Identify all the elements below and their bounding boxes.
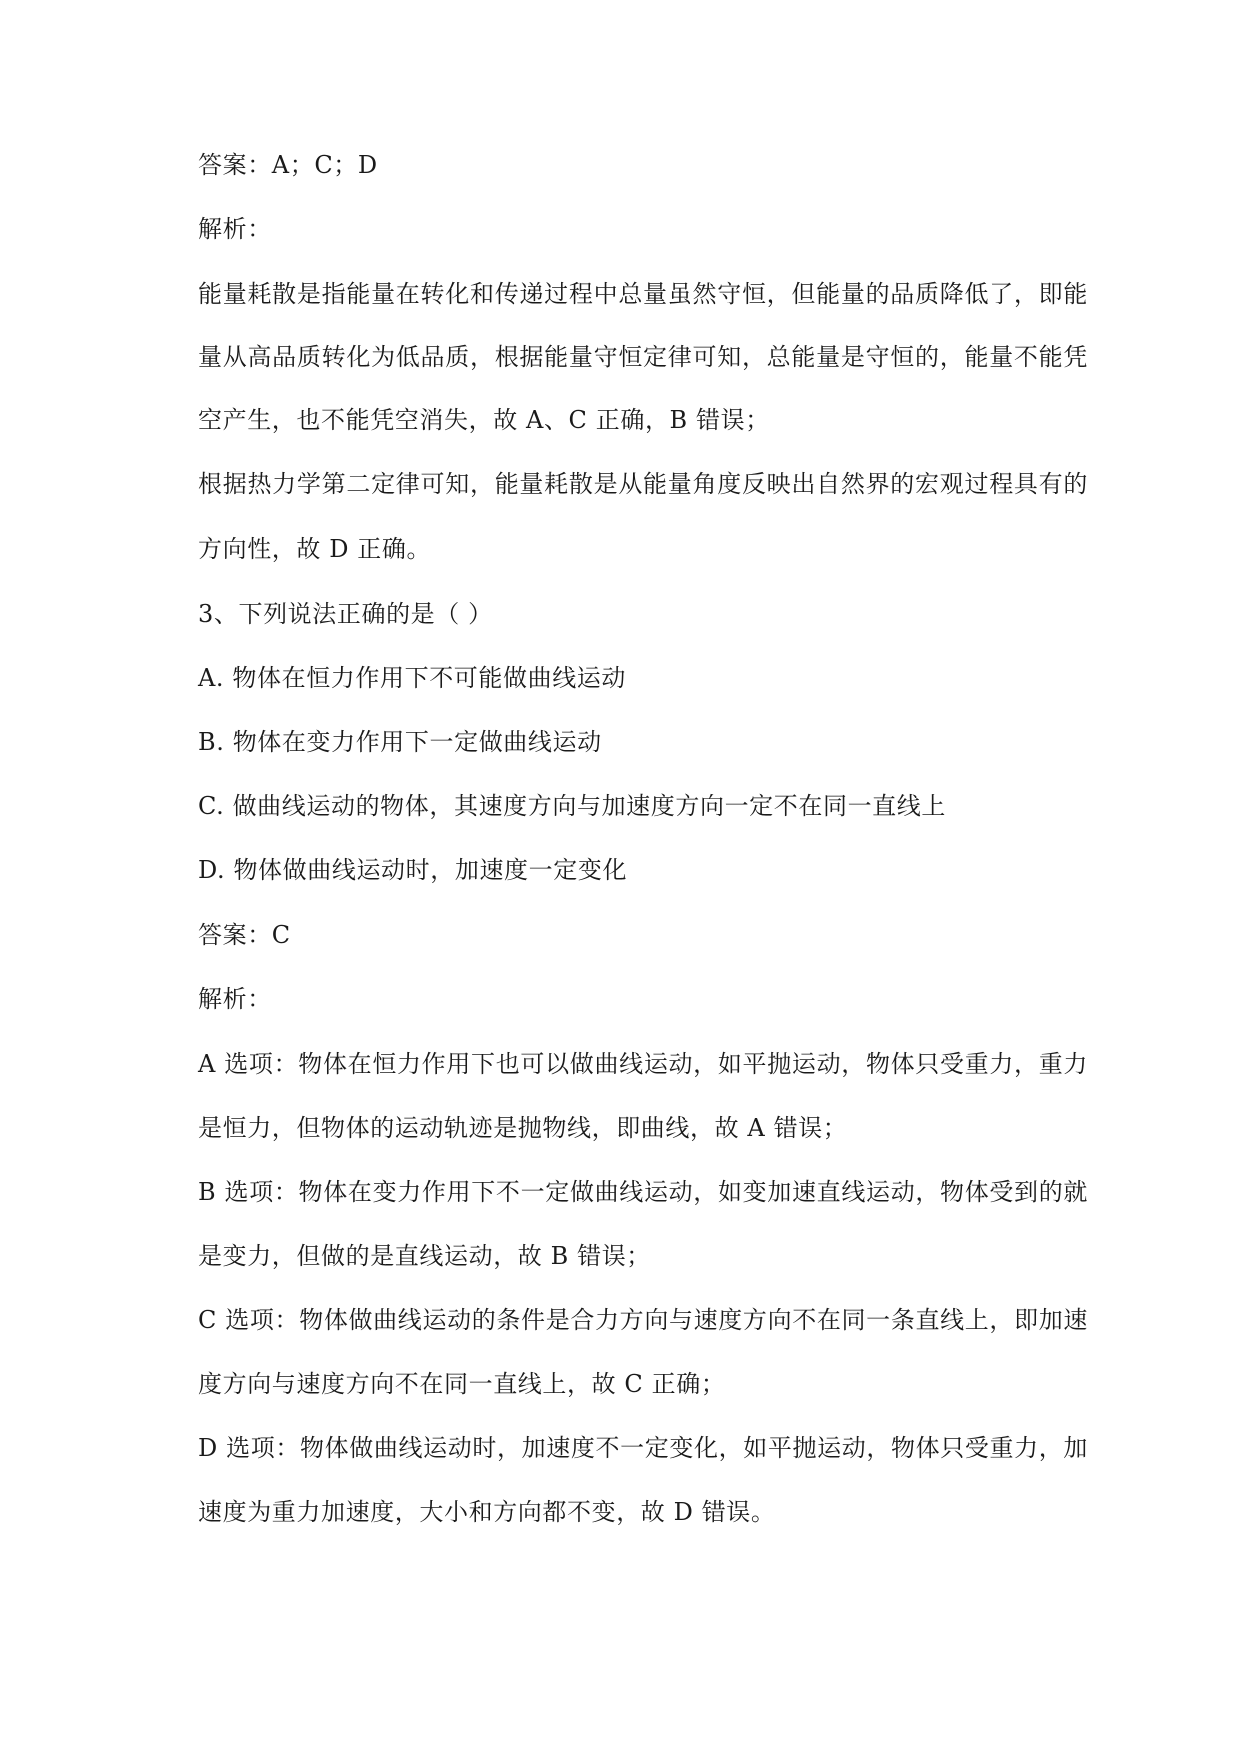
q3-analysis-label: 解析： [198,985,272,1013]
q2-analysis-line: 量从高品质转化为低品质，根据能量守恒定律可知，总能量是守恒的，能量不能凭 [198,343,1088,371]
q3-option-b: B. 物体在变力作用下一定做曲线运动 [198,728,602,756]
q3-analysis-line: 是变力，但做的是直线运动，故 B 错误； [198,1242,651,1270]
q2-analysis-line: 空产生，也不能凭空消失，故 A、C 正确，B 错误； [198,406,770,434]
q3-analysis-line: 是恒力，但物体的运动轨迹是抛物线，即曲线，故 A 错误； [198,1114,848,1142]
q2-analysis-line: 方向性，故 D 正确。 [198,535,432,563]
q2-analysis-line: 根据热力学第二定律可知，能量耗散是从能量角度反映出自然界的宏观过程具有的 [198,470,1088,498]
q3-option-d: D. 物体做曲线运动时，加速度一定变化 [198,856,628,884]
q3-analysis-line: D 选项：物体做曲线运动时，加速度不一定变化，如平抛运动，物体只受重力，加 [198,1434,1088,1462]
q3-analysis-line: A 选项：物体在恒力作用下也可以做曲线运动，如平抛运动，物体只受重力，重力 [198,1050,1088,1078]
q2-analysis-line: 能量耗散是指能量在转化和传递过程中总量虽然守恒，但能量的品质降低了，即能 [198,280,1088,308]
q3-analysis-line: C 选项：物体做曲线运动的条件是合力方向与速度方向不在同一条直线上，即加速 [198,1306,1088,1334]
q2-answer: 答案：A；C；D [198,151,378,179]
q3-question: 3、下列说法正确的是（ ） [198,600,493,628]
q3-analysis-line: 速度为重力加速度，大小和方向都不变，故 D 错误。 [198,1498,776,1526]
q2-analysis-label: 解析： [198,215,272,243]
q3-option-a: A. 物体在恒力作用下不可能做曲线运动 [198,664,626,692]
q3-option-c: C. 做曲线运动的物体，其速度方向与加速度方向一定不在同一直线上 [198,792,946,820]
q3-analysis-line: 度方向与速度方向不在同一直线上，故 C 正确； [198,1370,726,1398]
q3-answer: 答案：C [198,921,291,949]
q3-analysis-line: B 选项：物体在变力作用下不一定做曲线运动，如变加速直线运动，物体受到的就 [198,1178,1088,1206]
